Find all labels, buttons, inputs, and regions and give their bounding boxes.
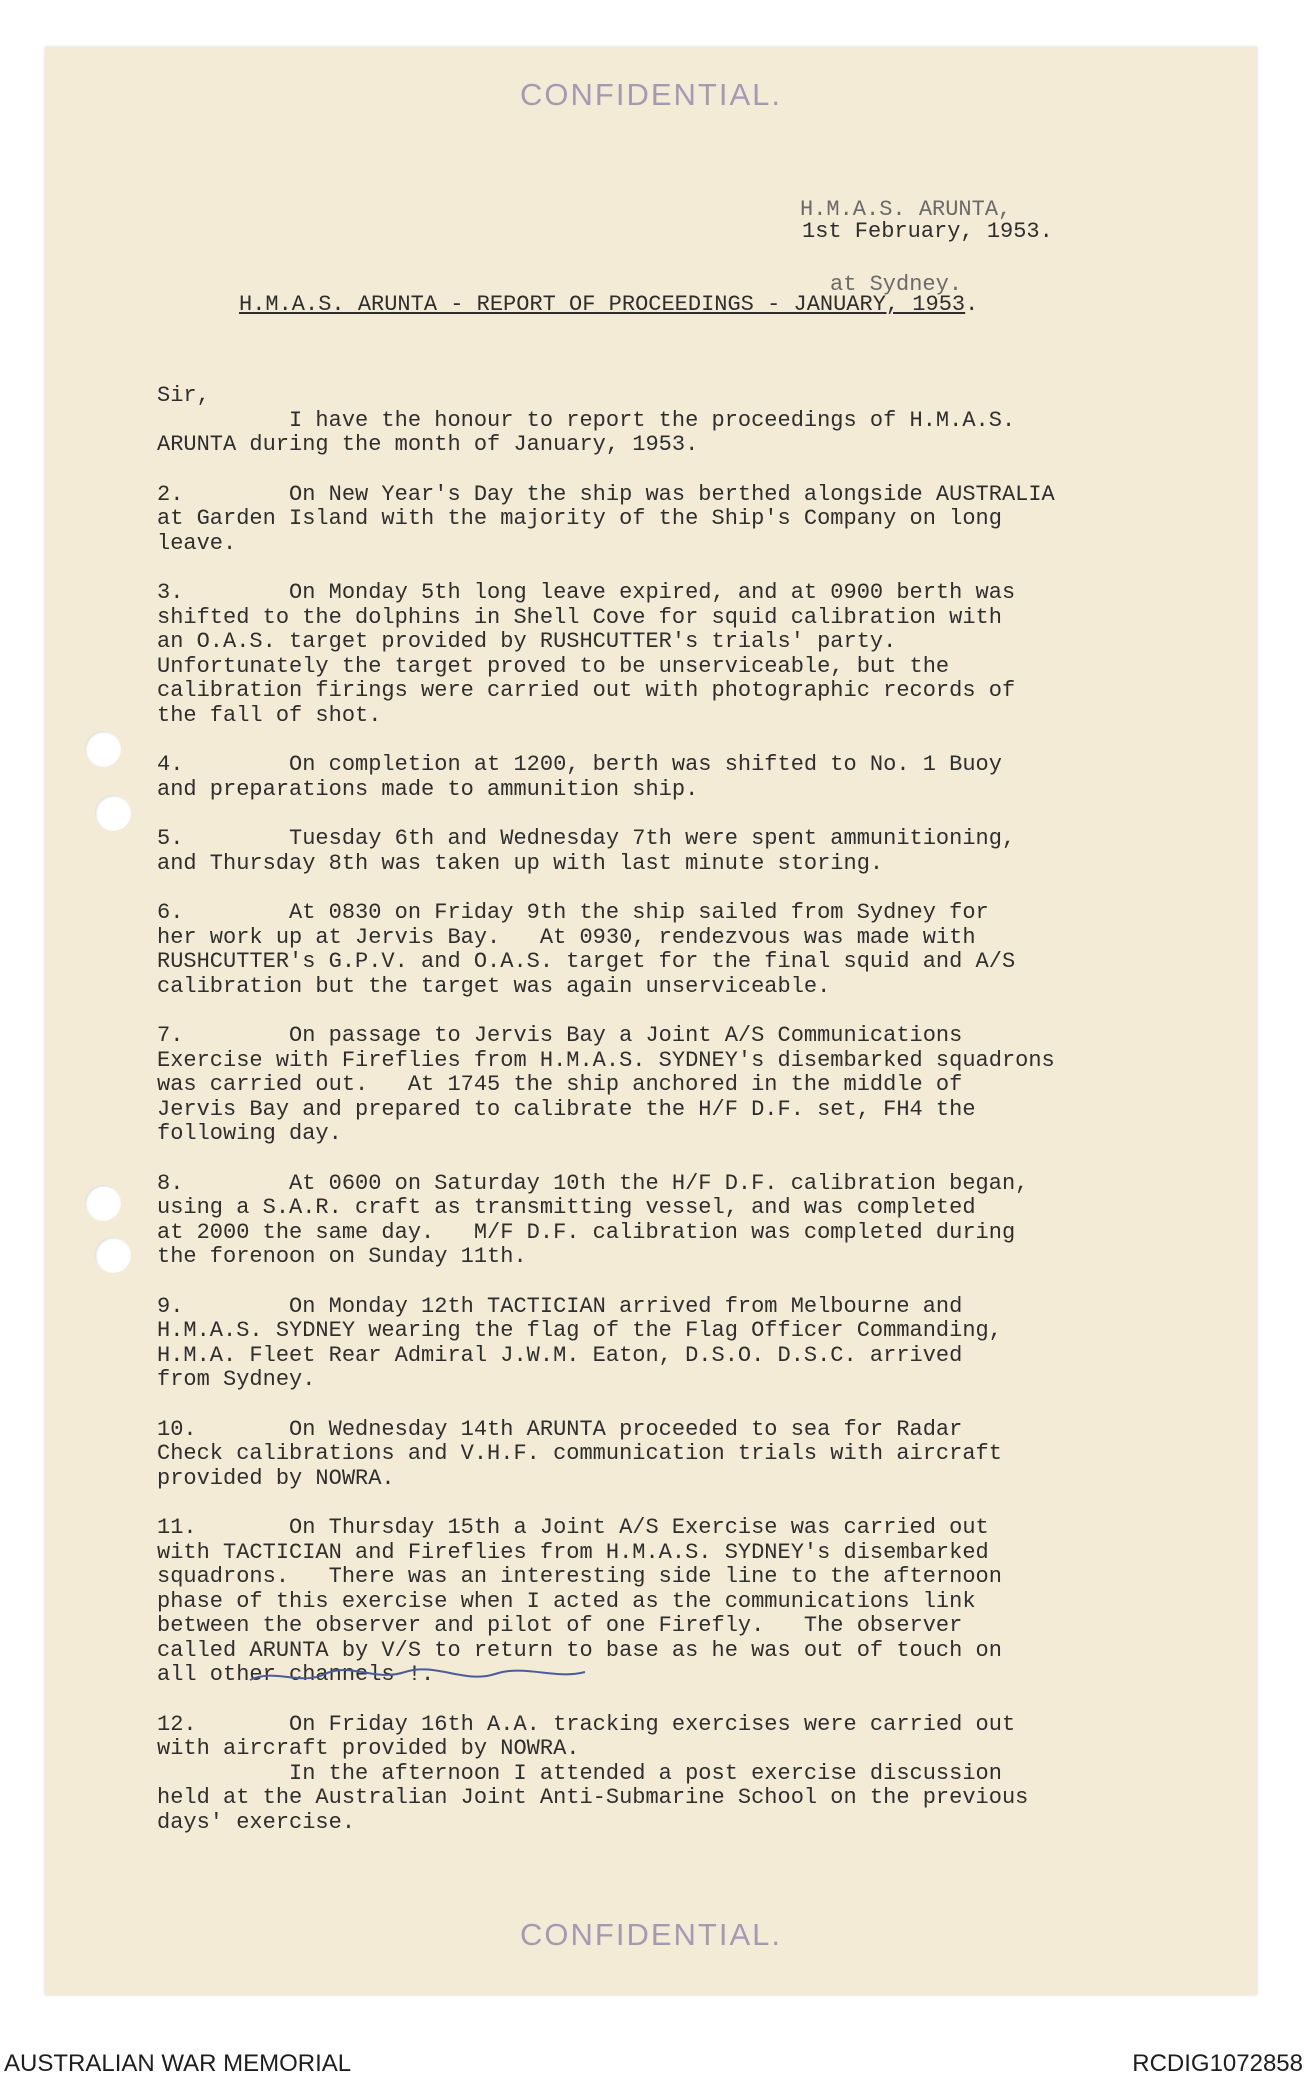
confidential-stamp-top: CONFIDENTIAL. [520,77,782,112]
paragraph: 11. On Thursday 15th a Joint A/S Exercise was carried out with TACTICIAN and Fireflies from H.M.A.S. SYDNEY's disembarked squadrons. There was an interesting side line to the afternoon phase of this exercise when I acted as the communications link between the observer and pilot of one Firefly. The observer called ARUNTA by V/S to return to base as he was out of touch on all other channels !. [157,1515,1002,1687]
letter-date: 1st February, 1953. [802,219,1053,244]
archive-reference: RCDIG1072858 [1132,2050,1303,2077]
address-line: H.M.A.S. ARUNTA, [800,197,1012,222]
paragraph: 7. On passage to Jervis Bay a Joint A/S Communications Exercise with Fireflies from H.M.A.S. SYDNEY's disembarked squadrons was carried out. At 1745 the ship anchored in the middle of Jervis Bay and prepared to calibrate the H/F D.F. set, FH4 the following day. [157,1023,1055,1146]
punch-hole [95,1237,131,1273]
document-sheet [45,47,1257,1995]
handwritten-annotation [245,1662,645,1692]
paragraph: 8. At 0600 on Saturday 10th the H/F D.F. calibration began, using a S.A.R. craft as transmitting vessel, and was completed at 2000 the same day. M/F D.F. calibration was completed during the forenoon on Sunday 11th. [157,1170,1029,1269]
paragraph: 10. On Wednesday 14th ARUNTA proceeded to sea for Radar Check calibrations and V.H.F. communication trials with aircraft provided by NOWRA. [157,1416,1002,1491]
paragraph: 5. Tuesday 6th and Wednesday 7th were spent ammunitioning, and Thursday 8th was taken up with last minute storing. [157,826,1016,876]
report-heading-text: H.M.A.S. ARUNTA - REPORT OF PROCEEDINGS - JANUARY, 1953 [239,292,966,317]
confidential-stamp-bottom: CONFIDENTIAL. [520,1917,782,1952]
archive-credit: AUSTRALIAN WAR MEMORIAL [4,2050,352,2077]
sender-address [800,147,1011,347]
paragraph: 9. On Monday 12th TACTICIAN arrived from Melbourne and H.M.A.S. SYDNEY wearing the flag of the Flag Officer Commanding, H.M.A. Fleet Rear Admiral J.W.M. Eaton, D.S.O. D.S.C. arrived from Sydney. [157,1293,1002,1392]
paragraph: I have the honour to report the proceedings of H.M.A.S. ARUNTA during the month of January, 1953. [157,407,1016,457]
report-heading [239,292,978,317]
paragraph: 4. On completion at 1200, berth was shifted to No. 1 Buoy and preparations made to ammunition ship. [157,752,1002,802]
punch-hole [85,1185,121,1221]
letter-body [157,384,1237,1860]
address-line: at Sydney. [830,272,963,297]
paragraph: 3. On Monday 5th long leave expired, and at 0900 berth was shifted to the dolphins in Shell Cove for squid calibration with an O.A.S. target provided by RUSHCUTTER's trials' party. Unfortunately the target proved to be unserviceable, but the calibration firings were carried out with photographic records of the fall of shot. [157,580,1016,728]
heading-period: . [965,292,979,317]
punch-hole [95,795,131,831]
salutation: Sir, [157,383,210,408]
paragraph: 6. At 0830 on Friday 9th the ship sailed from Sydney for her work up at Jervis Bay. At 0930, rendezvous was made with RUSHCUTTER's G.P.V. and O.A.S. target for the final squid and A/S calibration but the target was again unserviceable. [157,900,1016,999]
paragraph: 12. On Friday 16th A.A. tracking exercises were carried out with aircraft provided by NOWRA. In the afternoon I attended a post exercise discussion held at the Australian Joint Anti-Submarine School on the previous days' exercise. [157,1711,1029,1835]
paragraph: 2. On New Year's Day the ship was berthed alongside AUSTRALIA at Garden Island with the majority of the Ship's Company on long leave. [157,481,1055,556]
punch-hole [85,731,121,767]
